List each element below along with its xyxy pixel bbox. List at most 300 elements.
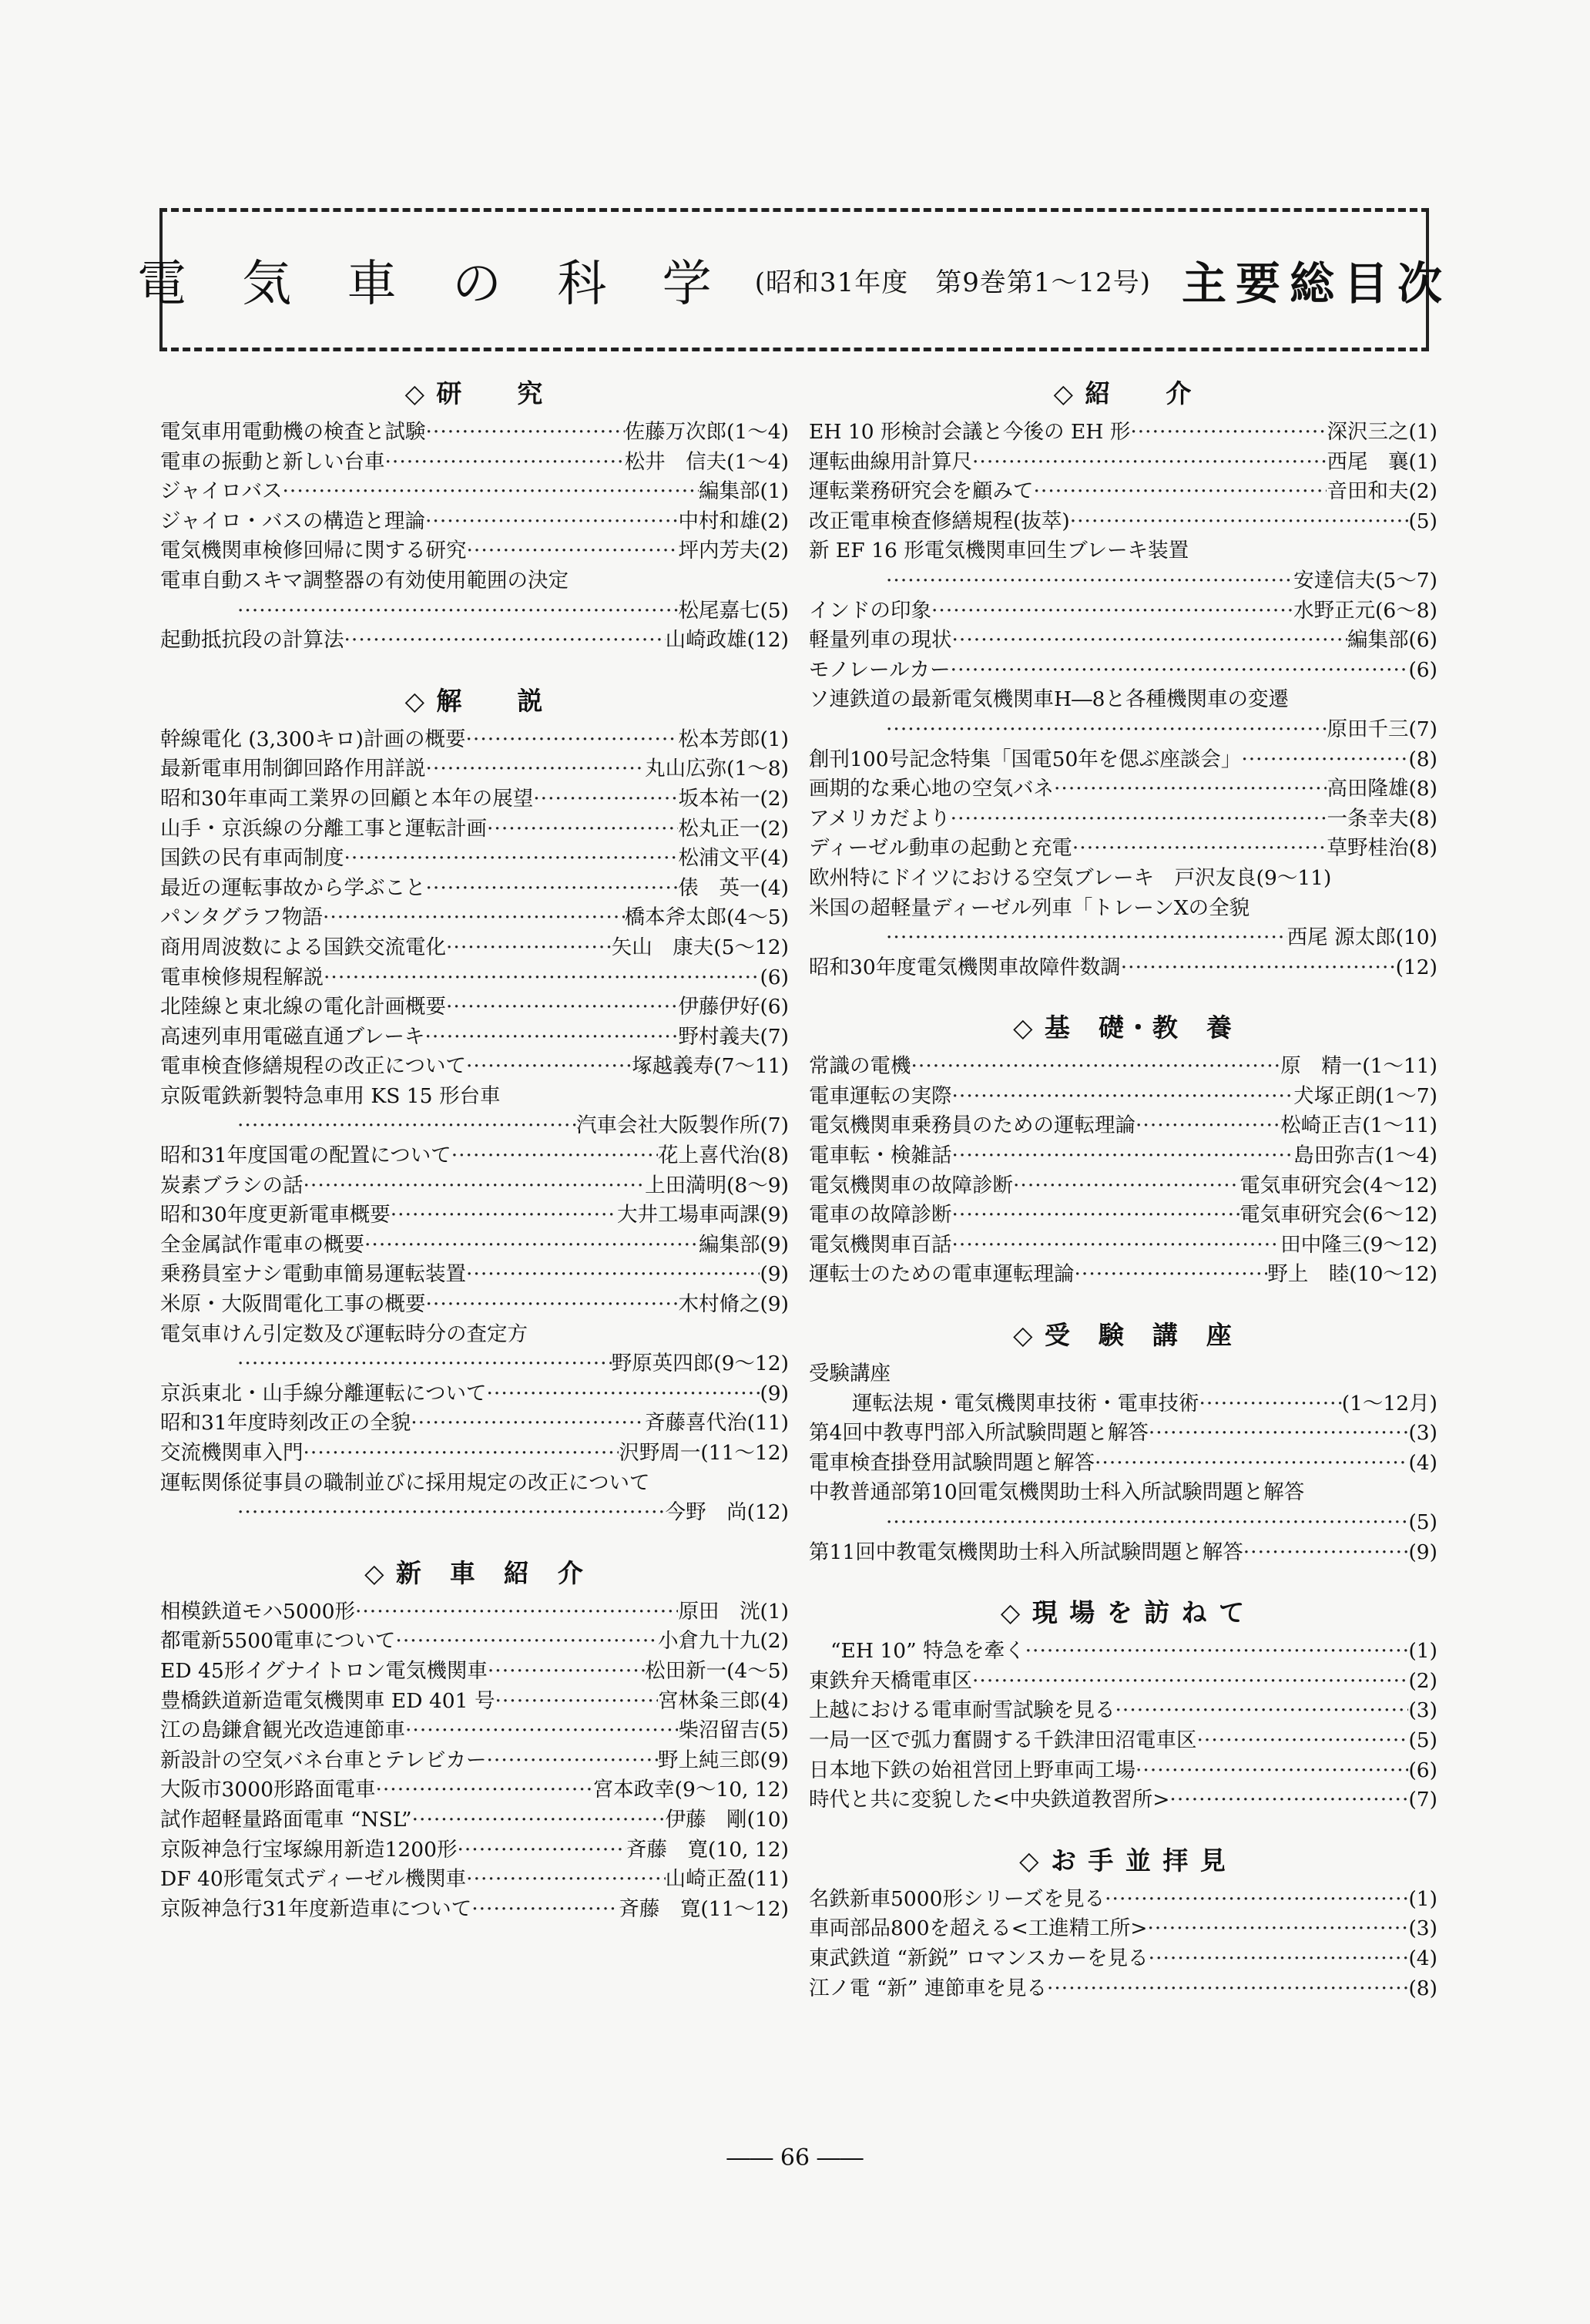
toc-entry: [809, 834, 1437, 864]
toc-entry: [160, 1687, 789, 1717]
dot-leader: [1199, 1389, 1342, 1419]
entry-title: 商用周波数による国鉄交流電化: [160, 935, 446, 959]
section-heading: ◇ 現 場 を 訪 ね て: [1000, 1597, 1246, 1628]
entry-author-issue: 高田隆雄(8): [1327, 777, 1437, 801]
dot-leader: [466, 1865, 665, 1895]
toc-entry: [809, 1171, 1437, 1201]
entry-title: 第11回中教電気機関助士科入所試験問題と解答: [809, 1540, 1243, 1564]
toc-entry: [160, 1597, 789, 1627]
entry-title: 大阪市3000形路面電車: [160, 1778, 376, 1802]
entry-title: 電気機関車の故障診断: [809, 1173, 1013, 1197]
entry-title: 新設計の空気バネ台車とテレビカー: [160, 1748, 487, 1772]
toc-entry: [160, 626, 789, 656]
dot-leader: [1075, 1260, 1268, 1290]
entry-title: 上越における電車耐雪試験を見る: [809, 1698, 1115, 1723]
entry-title: 試作超軽量路面電車 “NSL”: [160, 1807, 412, 1832]
entry-author-issue: 宮林粂三郎(4): [657, 1688, 789, 1713]
dot-leader: [1047, 1974, 1409, 2004]
toc-entry: [809, 507, 1437, 537]
dot-leader: [457, 1835, 626, 1866]
entry-author-issue: (2): [1408, 1668, 1437, 1693]
entry-author-issue: 斉藤喜代治(11): [645, 1411, 789, 1436]
entry-title: 画期的な乗心地の空気バネ: [809, 777, 1054, 801]
entry-author-issue: 伊藤伊好(6): [678, 995, 789, 1019]
toc-entry: [160, 1746, 789, 1776]
entry-author-issue: 沢野周一(11～12): [619, 1441, 789, 1465]
dot-leader: [952, 1082, 1294, 1112]
dot-leader: [412, 1805, 666, 1835]
toc-section: [809, 1589, 1437, 1815]
toc-entry: [809, 1667, 1437, 1697]
toc-entry: [809, 1944, 1437, 1974]
entry-title: 昭和30年度更新電車概要: [160, 1203, 391, 1227]
entry-author-issue: (9): [760, 1262, 789, 1287]
toc-title: 主要総目次: [1182, 257, 1452, 310]
toc-entry: [809, 894, 1437, 924]
dot-leader: [1095, 1449, 1408, 1479]
entry-author-issue: (1): [1408, 1886, 1437, 1911]
entry-title: ソ連鉄道の最新電気機関車H―8と各種機関車の変遷: [809, 687, 1289, 712]
volume-info: (昭和31年度 第9巻第1～12号): [754, 267, 1152, 298]
toc-entry: [160, 1320, 789, 1350]
entry-title: 改正電車検査修繕規程(抜萃): [809, 509, 1070, 533]
entry-author-issue: 島田弥吉(1～4): [1293, 1144, 1437, 1168]
entry-title: 最新電車用制御回路作用詳説: [160, 757, 426, 781]
entry-title: 電車検査掛登用試験問題と解答: [809, 1450, 1095, 1475]
entry-title: 昭和30年度電気機関車故障件数調: [809, 955, 1121, 979]
entry-title: パンタグラフ物語: [160, 905, 323, 930]
magazine-title: 電 気 車 の 科 学: [136, 256, 732, 313]
toc-entry: [160, 596, 789, 626]
entry-title: ディーゼル動車の起動と充電: [809, 836, 1072, 861]
toc-entry: [809, 804, 1437, 835]
entry-title: 昭和31年度時刻改正の全貌: [160, 1411, 411, 1436]
dot-leader: [160, 1498, 666, 1528]
toc-entry: [160, 874, 789, 904]
section-heading: ◇ 基 礎・教 養: [1013, 1013, 1233, 1043]
entry-title: モノレールカー: [809, 657, 951, 682]
toc-entry: [160, 1023, 789, 1053]
toc-entry: [809, 1201, 1437, 1231]
dot-leader: [488, 1657, 645, 1687]
dot-leader: [1169, 1785, 1408, 1815]
dot-leader: [1072, 834, 1327, 864]
section-heading: ◇ お 手 並 拝 見: [1019, 1845, 1227, 1876]
dot-leader: [391, 1201, 617, 1231]
dot-leader: [1197, 1726, 1409, 1756]
entry-title: 国鉄の民有車両制度: [160, 846, 344, 871]
dot-leader: [323, 903, 625, 933]
entry-author-issue: 斉藤 寛(10, 12): [626, 1837, 789, 1862]
dot-leader: [952, 626, 1347, 656]
toc-entry: [160, 784, 789, 814]
entry-author-issue: 丸山広弥(1～8): [645, 757, 789, 781]
dot-leader: [1121, 953, 1396, 983]
entry-author-issue: 山崎政雄(12): [665, 628, 789, 653]
toc-entry: [809, 536, 1437, 566]
entry-title: 電車検修規程解説: [160, 965, 324, 989]
entry-title: 都電新5500電車について: [160, 1629, 396, 1654]
toc-entry: [160, 1716, 789, 1746]
entry-author-issue: 矢山 康夫(5～12): [611, 935, 789, 959]
entry-title: 電気車けん引定数及び運転時分の査定方: [160, 1322, 528, 1346]
toc-section: [809, 1837, 1437, 2003]
dot-leader: [160, 596, 678, 626]
section-heading: ◇ 受 験 講 座: [1013, 1320, 1233, 1351]
dot-leader: [809, 923, 1287, 953]
toc-entry: [160, 1805, 789, 1835]
dot-leader: [344, 844, 679, 874]
toc-entry: [160, 566, 789, 596]
dot-leader: [809, 566, 1293, 596]
entry-title: 相模鉄道モハ5000形: [160, 1599, 355, 1624]
entry-title: インドの印象: [809, 598, 931, 623]
dot-leader: [466, 1052, 632, 1082]
entry-title: 名鉄新車5000形シリーズを見る: [809, 1886, 1105, 1911]
dot-leader: [487, 814, 678, 845]
dot-leader: [160, 1349, 612, 1379]
toc-entry: [160, 933, 789, 963]
entry-title: 幹線電化 (3,300キロ)計画の概要: [160, 727, 466, 751]
entry-author-issue: 水野正元(6～8): [1293, 598, 1437, 623]
entry-author-issue: (8): [1408, 1976, 1437, 2000]
entry-author-issue: (3): [1408, 1698, 1437, 1723]
toc-entry: [809, 953, 1437, 983]
toc-entry: [160, 1469, 789, 1499]
toc-entry: [809, 1260, 1437, 1290]
entry-title: DF 40形電気式ディーゼル機関車: [160, 1867, 467, 1892]
entry-author-issue: 西尾 源太郎(10): [1286, 925, 1437, 950]
dot-leader: [395, 1627, 658, 1657]
toc-entry: [160, 814, 789, 845]
toc-entry: [160, 1627, 789, 1657]
dot-leader: [952, 1201, 1240, 1231]
entry-author-issue: 電気車研究会(4～12): [1239, 1173, 1437, 1197]
toc-entry: [160, 992, 789, 1023]
entry-title: 第4回中教専門部入所試験問題と解答: [809, 1421, 1149, 1446]
toc-entry: [809, 418, 1437, 448]
toc-entry: [809, 1696, 1437, 1726]
dot-leader: [424, 1023, 678, 1053]
entry-author-issue: 山崎正盈(11): [665, 1867, 789, 1892]
entry-author-issue: 坂本祐一(2): [678, 786, 789, 811]
dot-leader: [385, 448, 625, 478]
entry-author-issue: (9): [760, 1381, 789, 1405]
toc-entry: [160, 754, 789, 784]
entry-author-issue: 原 精一(1～11): [1280, 1054, 1437, 1079]
entry-title: 欧州特にドイツにおける空気ブレーキ 戸沢友良(9～11): [809, 865, 1332, 890]
entry-title: 電気機関車検修回帰に関する研究: [160, 539, 467, 563]
toc-entry: [160, 1171, 789, 1201]
entry-author-issue: (5): [1408, 1728, 1437, 1752]
toc-entry: [160, 1379, 789, 1409]
entry-author-issue: 斉藤 寛(11～12): [619, 1896, 789, 1921]
entry-title: 山手・京浜線の分離工事と運転計画: [160, 816, 487, 841]
toc-entry: [809, 1637, 1437, 1667]
entry-title: 高速列車用電磁直通ブレーキ: [160, 1024, 425, 1049]
toc-entry: [160, 1439, 789, 1469]
entry-title: 北陸線と東北線の電化計画概要: [160, 995, 446, 1019]
toc-entry: [160, 1260, 789, 1290]
entry-author-issue: 西尾 襄(1): [1327, 449, 1437, 474]
section-heading: ◇ 新 車 紹 介: [364, 1557, 585, 1588]
dot-leader: [931, 596, 1293, 626]
dot-leader: [304, 1439, 619, 1469]
entry-title: 軽量列車の現状: [809, 628, 952, 653]
toc-entry: [160, 1231, 789, 1261]
dot-leader: [1135, 1111, 1280, 1141]
entry-author-issue: 野村義夫(7): [678, 1024, 789, 1049]
toc-section: [160, 1550, 789, 1925]
toc-entry: [160, 1657, 789, 1687]
dot-leader: [324, 963, 760, 993]
entry-author-issue: (4): [1408, 1946, 1437, 1970]
dot-leader: [1070, 507, 1409, 537]
toc-entry: [160, 536, 789, 566]
dot-leader: [355, 1597, 679, 1627]
entry-title: 電気車用電動機の検査と試験: [160, 420, 426, 444]
entry-author-issue: 編集部(1): [698, 479, 789, 504]
dot-leader: [426, 418, 625, 448]
toc-entry: [809, 1478, 1437, 1508]
entry-author-issue: 花上喜代治(8): [657, 1144, 789, 1168]
entry-author-issue: (12): [1395, 955, 1437, 979]
entry-title: 電車自動スキマ調整器の有効使用範囲の決定: [160, 568, 569, 593]
entry-author-issue: (5): [1408, 509, 1437, 533]
toc-entry: [809, 864, 1437, 894]
entry-title: 炭素ブラシの話: [160, 1173, 304, 1197]
toc-entry: [809, 1231, 1437, 1261]
entry-title: 豊橋鉄道新造電気機関車 ED 401 号: [160, 1688, 495, 1713]
toc-entry: [160, 1349, 789, 1379]
section-heading: ◇ 研 究: [404, 378, 545, 408]
toc-entry: [809, 1449, 1437, 1479]
entry-title: 運転士のための電車運転理論: [809, 1262, 1075, 1287]
toc-entry: [809, 1914, 1437, 1944]
entry-title: 運転関係従事員の職制並びに採用規定の改正について: [160, 1470, 650, 1495]
entry-author-issue: (7): [1408, 1788, 1437, 1812]
toc-entry: [809, 1111, 1437, 1141]
entry-author-issue: 中村和雄(2): [678, 509, 789, 533]
entry-title: 電車の振動と新しい台車: [160, 449, 385, 474]
page-number: ―― 66 ――: [726, 2144, 864, 2171]
entry-title: 京阪神急行宝塚線用新造1200形: [160, 1837, 458, 1862]
dot-leader: [405, 1716, 678, 1746]
toc-entry: [809, 448, 1437, 478]
entry-author-issue: 安達信夫(5～7): [1293, 568, 1437, 593]
left-column: [160, 370, 789, 1924]
entry-title: 交流機関車入門: [160, 1441, 304, 1465]
toc-entry: [160, 1895, 789, 1925]
entry-author-issue: 伊藤 剛(10): [665, 1807, 789, 1832]
dot-leader: [951, 656, 1409, 686]
entry-title: 運転業務研究会を顧みて: [809, 479, 1034, 504]
entry-author-issue: 塚越義寿(7～11): [632, 1054, 789, 1079]
toc-entry: [160, 1865, 789, 1895]
toc-entry: [809, 1082, 1437, 1112]
dot-leader: [972, 1667, 1408, 1697]
toc-entry: [809, 626, 1437, 656]
toc-entry: [809, 596, 1437, 626]
entry-title: “EH 10” 特急を牽く: [830, 1639, 1025, 1664]
toc-section: [809, 370, 1437, 982]
toc-entry: [160, 1141, 789, 1171]
toc-section: [160, 677, 789, 1528]
toc-entry: [809, 1726, 1437, 1756]
entry-title: 新 EF 16 形電気機関車回生ブレーキ装置: [809, 539, 1189, 563]
entry-author-issue: 犬塚正朗(1～7): [1293, 1083, 1437, 1108]
entry-title: 昭和31年度国電の配置について: [160, 1144, 451, 1168]
toc-section: [809, 1311, 1437, 1567]
title-line: [136, 212, 1452, 348]
toc-entry: [160, 1775, 789, 1805]
toc-section: [160, 370, 789, 656]
dot-leader: [486, 1379, 760, 1409]
toc-entry: [809, 1419, 1437, 1449]
dot-leader: [809, 715, 1327, 745]
dot-leader: [1149, 1419, 1409, 1449]
entry-author-issue: 大井工場車両課(9): [616, 1203, 789, 1227]
dot-leader: [1013, 1171, 1239, 1201]
entry-title: 運転法規・電気機関車技術・電車技術: [852, 1391, 1199, 1416]
entry-author-issue: 音田和夫(2): [1327, 479, 1437, 504]
entry-author-issue: (6): [1408, 1758, 1437, 1782]
entry-title: 電気機関車百話: [809, 1232, 952, 1257]
toc-entry: [809, 477, 1437, 507]
entry-author-issue: 一条幸夫(8): [1327, 806, 1437, 831]
dot-leader: [1243, 1538, 1409, 1568]
toc-entry: [809, 923, 1437, 953]
entry-title: 電気機関車乗務員のための運転理論: [809, 1113, 1135, 1138]
toc-entry: [809, 1359, 1437, 1389]
entry-author-issue: 編集部(9): [698, 1232, 789, 1257]
entry-author-issue: 松井 信夫(1～4): [624, 449, 789, 474]
dot-leader: [411, 1409, 645, 1439]
entry-title: 起動抵抗段の計算法: [160, 628, 344, 653]
entry-author-issue: 野上純三郎(9): [657, 1748, 789, 1772]
entry-author-issue: (6): [1408, 657, 1437, 682]
entry-author-issue: 今野 尚(12): [665, 1500, 789, 1525]
dot-leader: [282, 477, 698, 507]
dot-leader: [1241, 745, 1408, 775]
toc-entry: [160, 1201, 789, 1231]
dot-leader: [1115, 1696, 1409, 1726]
dot-leader: [451, 1141, 658, 1171]
section-heading: ◇ 解 説: [404, 685, 545, 716]
entry-author-issue: 俵 英一(4): [678, 875, 789, 900]
dot-leader: [1130, 418, 1327, 448]
dot-leader: [425, 507, 678, 537]
toc-entry: [809, 774, 1437, 804]
entry-author-issue: 橋本斧太郎(4～5): [624, 905, 789, 930]
toc-entry: [809, 1052, 1437, 1082]
toc-entry: [160, 1052, 789, 1082]
dot-leader: [426, 754, 646, 784]
dot-leader: [304, 1171, 646, 1201]
entry-author-issue: 原田千三(7): [1327, 717, 1437, 741]
toc-entry: [160, 1082, 789, 1112]
toc-entry: [160, 1835, 789, 1866]
entry-title: アメリカだより: [809, 806, 951, 831]
entry-author-issue: 電気車研究会(6～12): [1239, 1203, 1437, 1227]
toc-entry: [160, 725, 789, 755]
entry-author-issue: 宮本政幸(9～10, 12): [592, 1778, 789, 1802]
toc-entry: [809, 745, 1437, 775]
dot-leader: [533, 784, 678, 814]
dot-leader: [426, 1290, 679, 1320]
toc-entry: [809, 566, 1437, 596]
entry-title: 全金属試作電車の概要: [160, 1232, 364, 1257]
entry-author-issue: (1): [1408, 1639, 1437, 1664]
title-box: [136, 208, 1452, 351]
toc-entry: [809, 715, 1437, 745]
entry-author-issue: 松田新一(4～5): [645, 1658, 789, 1683]
dot-leader: [952, 1231, 1281, 1261]
dot-leader: [972, 448, 1327, 478]
dot-leader: [495, 1687, 658, 1717]
entry-title: ジャイロバス: [160, 479, 283, 504]
dot-leader: [160, 1111, 576, 1141]
toc-entry: [809, 1756, 1437, 1786]
entry-title: 江の島鎌倉観光改造連節車: [160, 1718, 405, 1743]
entry-title: 車両部品800を超える<工進精工所>: [809, 1916, 1148, 1941]
toc-entry: [809, 1389, 1437, 1419]
dot-leader: [486, 1746, 657, 1776]
entry-title: 常識の電機: [809, 1054, 911, 1079]
entry-title: 受験講座: [809, 1362, 891, 1386]
entry-author-issue: 佐藤万次郎(1～4): [624, 420, 789, 444]
entry-title: 運転曲線用計算尺: [809, 449, 972, 474]
entry-author-issue: 上田満明(8～9): [645, 1173, 789, 1197]
entry-author-issue: (4): [1408, 1450, 1437, 1475]
toc-entry: [160, 477, 789, 507]
entry-author-issue: 汽車会社大阪製作所(7): [575, 1113, 789, 1138]
entry-title: EH 10 形検討会議と今後の EH 形: [809, 420, 1131, 444]
entry-title: 京浜東北・山手線分離運転について: [160, 1381, 487, 1405]
toc-entry: [160, 1409, 789, 1439]
entry-title: 京阪神急行31年度新造車について: [160, 1896, 472, 1921]
toc-entry: [160, 1290, 789, 1320]
toc-entry: [809, 1141, 1437, 1171]
dot-leader: [426, 874, 679, 904]
entry-title: 日本地下鉄の始祖営団上野車両工場: [809, 1758, 1135, 1782]
entry-title: 東武鉄道 “新鋭” ロマンスカーを見る: [809, 1946, 1149, 1970]
entry-author-issue: 松崎正吉(1～11): [1280, 1113, 1437, 1138]
toc-entry: [809, 685, 1437, 715]
entry-title: 京阪電鉄新製特急車用 KS 15 形台車: [160, 1083, 501, 1108]
dot-leader: [364, 1231, 699, 1261]
toc-entry: [160, 418, 789, 448]
dot-leader: [809, 1508, 1408, 1538]
entry-author-issue: (9): [1408, 1540, 1437, 1564]
toc-entry: [160, 448, 789, 478]
entry-author-issue: (8): [1408, 747, 1437, 771]
toc-entry: [809, 1974, 1437, 2004]
dot-leader: [1025, 1637, 1409, 1667]
entry-author-issue: 草野桂治(8): [1327, 836, 1437, 861]
entry-author-issue: 野上 睦(10～12): [1267, 1262, 1437, 1287]
entry-author-issue: 坪内芳夫(2): [678, 539, 789, 563]
toc-entry: [160, 507, 789, 537]
entry-title: 電車の故障診断: [809, 1203, 952, 1227]
entry-author-issue: 松浦文平(4): [678, 846, 789, 871]
dot-leader: [1148, 1914, 1409, 1944]
entry-title: ジャイロ・バスの構造と理論: [160, 509, 425, 533]
entry-author-issue: (1～12月): [1341, 1391, 1437, 1416]
right-column: [809, 370, 1437, 2003]
dot-leader: [1135, 1756, 1408, 1786]
entry-title: 中教普通部第10回電気機関助士科入所試験問題と解答: [809, 1480, 1305, 1505]
